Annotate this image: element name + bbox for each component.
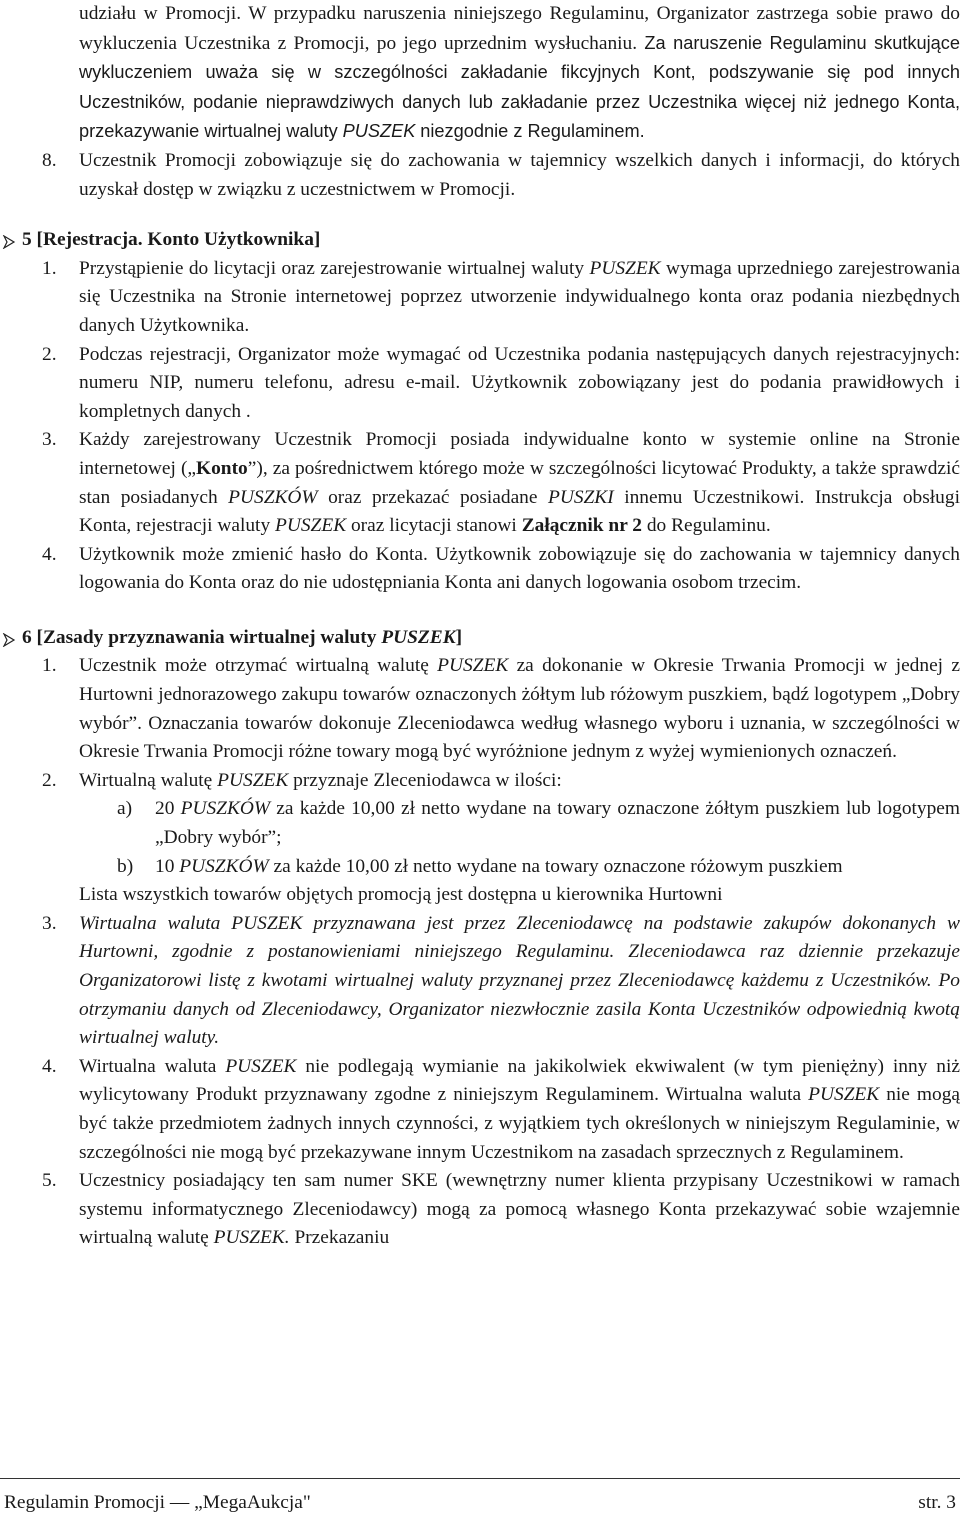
puszek-term: PUSZEK [217, 769, 289, 791]
intro-paragraph [0, 0, 960, 147]
intro-text-1: udziału w Promocji. W przypadku naruszenia niniejszego Regulaminu, Organizator zastrzega sobie prawo do wykluczenia Uczestnika z Promocji, po jego uprzednim wysłuchaniu. [79, 3, 960, 54]
section-6-title: 6 [Zasady przyznawania wirtualnej waluty [22, 626, 377, 648]
item-text: oraz przekazać posiadane [328, 486, 538, 508]
item-text: Podczas rejestracji, Organizator może wymagać od Uczestnika podania następujących danych rejestracyjnych: numeru NIP, numeru telefonu, adresu e-mail. Użytkownik zobowiązany jest do podania prawidłowych i kompletnych danych . [79, 343, 960, 422]
item-text: Wirtualna waluta [79, 1055, 217, 1077]
s5-item-4 [0, 541, 960, 598]
item-text: Wirtualną walutę [79, 769, 213, 791]
item-text: za dokonanie w Okresie Trwania Promocji w jednej z Hurtowni jednorazowego zakupu towarów oznaczonych żółtym lub różowym puszkiem, bądź logotypem „Dobry wybór”. Oznaczania towarów dokonuje Zleceniodawca według własnego wyboru i uznania, w szczególności w Okresie Trwania Promocji różne towary mogą być wyróżnione jednym z wyżej wymienionych oznaczeń. [79, 655, 960, 763]
page-number: str. 3 [918, 1492, 956, 1513]
item-number: 4. [42, 1055, 57, 1077]
puszek-term: PUSZEK [225, 1055, 297, 1077]
s5-item-3 [0, 426, 960, 540]
item-number: 5. [42, 1170, 57, 1192]
subitem-letter: b) [117, 855, 134, 877]
puszek-term: PUSZEK [808, 1084, 880, 1106]
item-number: 1. [42, 655, 57, 677]
item-text: Przystąpienie do licytacji oraz zarejestrowanie wirtualnej waluty [79, 257, 585, 279]
item-number: 4. [42, 543, 57, 565]
list-note-text: Lista wszystkich towarów objętych promocją jest dostępna u kierownika Hurtowni [79, 884, 723, 906]
s5-item-1 [0, 255, 960, 341]
intro-text-3: niezgodnie z Regulaminem. [420, 121, 645, 142]
item-text: Uczestnicy posiadający ten sam numer SKE (wewnętrzny numer klienta przypisany Uczestnikowi w ramach systemu informatycznego Zleceniodawcy) mogą za pomocą własnego Konta przekazywać sobie wzajemnie wirtualną walutę [79, 1170, 960, 1249]
puszkow-term: PUSZKÓW [179, 855, 269, 877]
list-note [0, 881, 960, 910]
arrow-bullet-icon [2, 633, 16, 647]
section-6-heading [0, 624, 960, 653]
s6-item-1 [0, 652, 960, 766]
item-text: nie podlegają wymianie na jakikolwiek ekwiwalent (w tym pieniężny) inny niż wylicytowany Produkt przyznawany zgodne z niniejszym Regulaminem. Wirtualna waluta [79, 1055, 960, 1106]
subitem-letter: a) [117, 798, 133, 820]
item-text-italic: Po otrzymaniu danych od Zleceniodawcy, Organizator niezwłocznie zasila Konta Uczestników odpowiednią kwotą wirtualnej waluty. [79, 970, 960, 1049]
item-number: 2. [42, 343, 57, 365]
item-number: 2. [42, 769, 57, 791]
zalacznik-ref: Załącznik nr 2 [521, 515, 642, 537]
s6-subitem-a [0, 795, 960, 852]
intro-text-2: Za naruszenie Regulaminu skutkujące wykluczeniem uważa się w szczególności zakładanie fikcyjnych Kont, podszywanie się pod innych Uczestników, podanie nieprawdziwych danych lub zakładanie przez Uczestnika więcej niż jednego Konta, przekazywanie wirtualnej waluty [79, 32, 960, 142]
item-text: innemu Uczestnikowi. Instrukcja obsługi Konta, rejestracji waluty [79, 486, 960, 537]
subitem-text: 10 [155, 855, 175, 877]
arrow-bullet-icon [2, 235, 16, 249]
section-6-title-end: ] [455, 626, 463, 648]
s6-item-3 [0, 910, 960, 1053]
item-text: Każdy zarejestrowany Uczestnik Promocji posiada indywidualne konto w systemie online na Stronie internetowej („ [79, 429, 960, 479]
item-text: ”), za pośrednictwem którego może w szczególności licytować Produkty, a także sprawdzić stan posiadanych [79, 457, 960, 508]
footer-title: Regulamin Promocji — „MegaAukcja" [4, 1492, 311, 1513]
konto-term: Konto [196, 457, 248, 479]
item-text: nie mogą być także przedmiotem żadnych innych czynności, z wyjątkiem tych określonych w niniejszym Regulaminie, w szczególności nie mogą być przekazywane innym Uczestnikom na zasadach sprzecznych z Regulaminem. [79, 1084, 960, 1163]
item-text: Uczestnik Promocji zobowiązuje się do zachowania w tajemnicy wszelkich danych i informacji, do których uzyskał dostęp w związku z uczestnictwem w Promocji. [79, 149, 960, 200]
s5-item-2 [0, 341, 960, 427]
subitem-text: za każde 10,00 zł netto wydane na towary oznaczone żółtym puszkiem lub logotypem „Dobry wybór”; [155, 798, 960, 849]
section-5-heading [0, 226, 960, 255]
s6-subitem-b [0, 853, 960, 882]
item-text: Przekazaniu [294, 1227, 390, 1249]
subitem-text: 20 [155, 798, 175, 820]
item-text: wymaga uprzedniego zarejestrowania się Uczestnika na Stronie internetowej poprzez utworzenie indywidualnego konta oraz podania niezbędnych danych Użytkownika. [79, 257, 960, 336]
item-text: oraz licytacji stanowi [350, 515, 517, 537]
item-text: przyznaje Zleceniodawca w ilości: [293, 769, 562, 791]
item-text: Uczestnik może otrzymać wirtualną walutę [79, 655, 429, 677]
section-5-title: 5 [Rejestracja. Konto Użytkownika] [22, 229, 321, 251]
item-number: 8. [42, 149, 57, 171]
item-8 [0, 147, 960, 204]
item-number: 1. [42, 257, 57, 279]
puszek-term: PUSZEK [275, 515, 347, 537]
item-number: 3. [42, 429, 57, 451]
item-text: Użytkownik może zmienić hasło do Konta. Użytkownik zobowiązuje się do zachowania w tajemnicy danych logowania do Konta oraz do nie udostępniania Konta ani danych logowania osobom trzecim. [79, 543, 960, 594]
puszek-term: PUSZEK [589, 257, 661, 279]
item-number: 3. [42, 912, 57, 934]
item-text-italic: Wirtualna waluta PUSZEK przyznawana jest przez Zleceniodawcę na podstawie zakupów dokonanych w Hurtowni, zgodnie z postanowieniami niniejszego Regulaminu. Zleceniodawca raz dziennie przekazuje Organizatorowi listę z kwotami wirtualnej waluty przyznanej przez Zleceniodawcę każdemu z Uczestników. [79, 912, 960, 991]
puszki-term: PUSZKI [547, 486, 614, 508]
s6-item-5 [0, 1167, 960, 1253]
puszkow-term: PUSZKÓW [228, 486, 318, 508]
puszkow-term: PUSZKÓW [180, 798, 271, 820]
s6-item-2 [0, 767, 960, 796]
puszek-term: PUSZEK [437, 655, 509, 677]
section-6-title-puszek: PUSZEK [381, 626, 456, 648]
s6-item-4 [0, 1053, 960, 1167]
subitem-text: za każde 10,00 zł netto wydane na towary oznaczone różowym puszkiem [273, 855, 843, 877]
page-footer [0, 1478, 960, 1513]
item-text: do Regulaminu. [646, 515, 771, 537]
puszek-term: PUSZEK. [213, 1227, 290, 1249]
intro-puszek: PUSZEK [342, 121, 416, 142]
